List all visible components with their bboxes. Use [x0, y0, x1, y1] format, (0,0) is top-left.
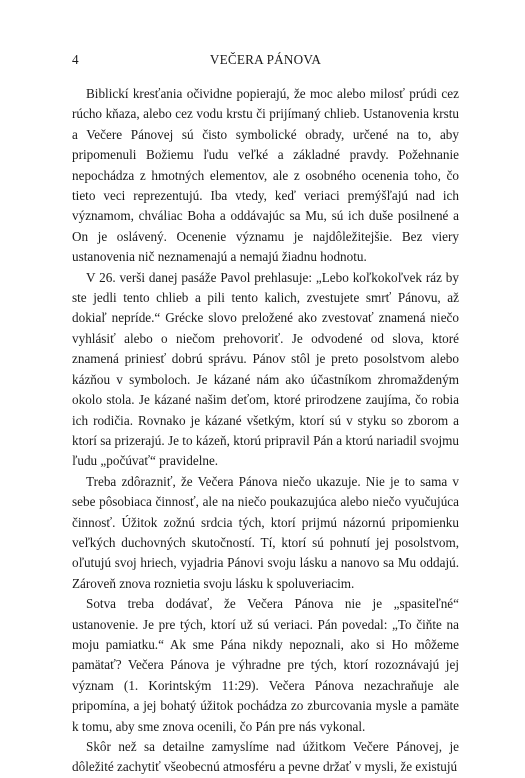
paragraph-3: Treba zdôrazniť, že Večera Pánova niečo ukazuje. Nie je to sama v sebe pôsobiaca činnosť, ale na niečo poukazujúca alebo niečo vyučujúca činnosť. Úžitok zožnú srdcia tých, ktorí prijmú názornú pripomienku veľkých duchovných skutočností. Tí, ktorí sú pohnutí jej posolstvom, oľutujú svoj hriech, vyjadria Pánovi svoju lásku a nanovo sa Mu oddajú. Zároveň znova roznietia svoju lásku k spoluveriacim.	[72, 473, 459, 591]
paragraph-1: Biblickí kresťania očividne popierajú, že moc alebo milosť prúdi cez rúcho kňaza, alebo cez vodu krstu či prijímaný chlieb. Ustanovenia krstu a Večere Pánovej sú čisto symbolické obrady, určené na to, aby pripomenuli Božiemu ľudu veľké a základné pravdy. Požehnanie nepochádza z hmotných elementov, ale z osobného ocenenia toho, čo tieto veci reprezentujú. Iba vtedy, keď veriaci premýšľajú nad ich významom, chváliac Boha a oddávajúc sa Mu, sú ich duše posilnené a On je oslávený. Ocenenie významu je najdôležitejšie. Bez viery ustanovenia nič neznamenajú a nemajú žiadnu hodnotu.	[72, 86, 459, 265]
paragraph-2: V 26. verši danej pasáže Pavol prehlasuje: „Lebo koľkokoľvek ráz by ste jedli tento chlieb a pili tento kalich, zvestujete smrť Pánovu, až dokiaľ nepríde.“ Grécke slovo preložené ako zvestovať znamená niečo vyhlásiť alebo o niečom prehovoriť. Je odvodené od slova, ktoré znamená priniesť dobrú správu. Pánov stôl je preto posolstvom alebo kázňou v symboloch. Je kázané nám ako účastníkom zhromaždeným okolo stola. Je kázané našim deťom, ktoré prirodzene zaujíma, čo robia ich rodičia. Rovnako je kázané všetkým, ktorí sú v styku so zborom a ktorí sa prizerajú. Je to kázeň, ktorú pripravil Pán a ktorú nariadil svojmu ľudu „počúvať“ pravidelne.	[72, 269, 459, 469]
paragraph-4: Sotva treba dodávať, že Večera Pánova nie je „spasiteľné“ ustanovenie. Je pre tých, ktorí už sú veriaci. Pán povedal: „To čiňte na moju pamiatku.“ Ak sme Pána nikdy nepoznali, ako si Ho môžeme pamätať? Večera Pánova je výhradne pre tých, ktorí rozoznávajú jej význam (1. Korintským 11:29). Večera Pánova nezachraňuje ale pripomína, a jej bohatý úžitok pochádza zo zburcovania mysle a pamäte k tomu, aby sme znova ocenili, čo Pán pre nás vykonal.	[72, 596, 459, 734]
page-number: 4	[72, 52, 79, 67]
running-title: VEČERA PÁNOVA	[209, 52, 322, 67]
page-header	[72, 52, 459, 70]
body-text	[72, 84, 459, 778]
paragraph-5: Skôr než sa detailne zamyslíme nad úžitkom Večere Pánovej, je dôležité zachytiť všeobecnú atmosféru a pevne držať v mysli, že existujú	[72, 739, 459, 775]
